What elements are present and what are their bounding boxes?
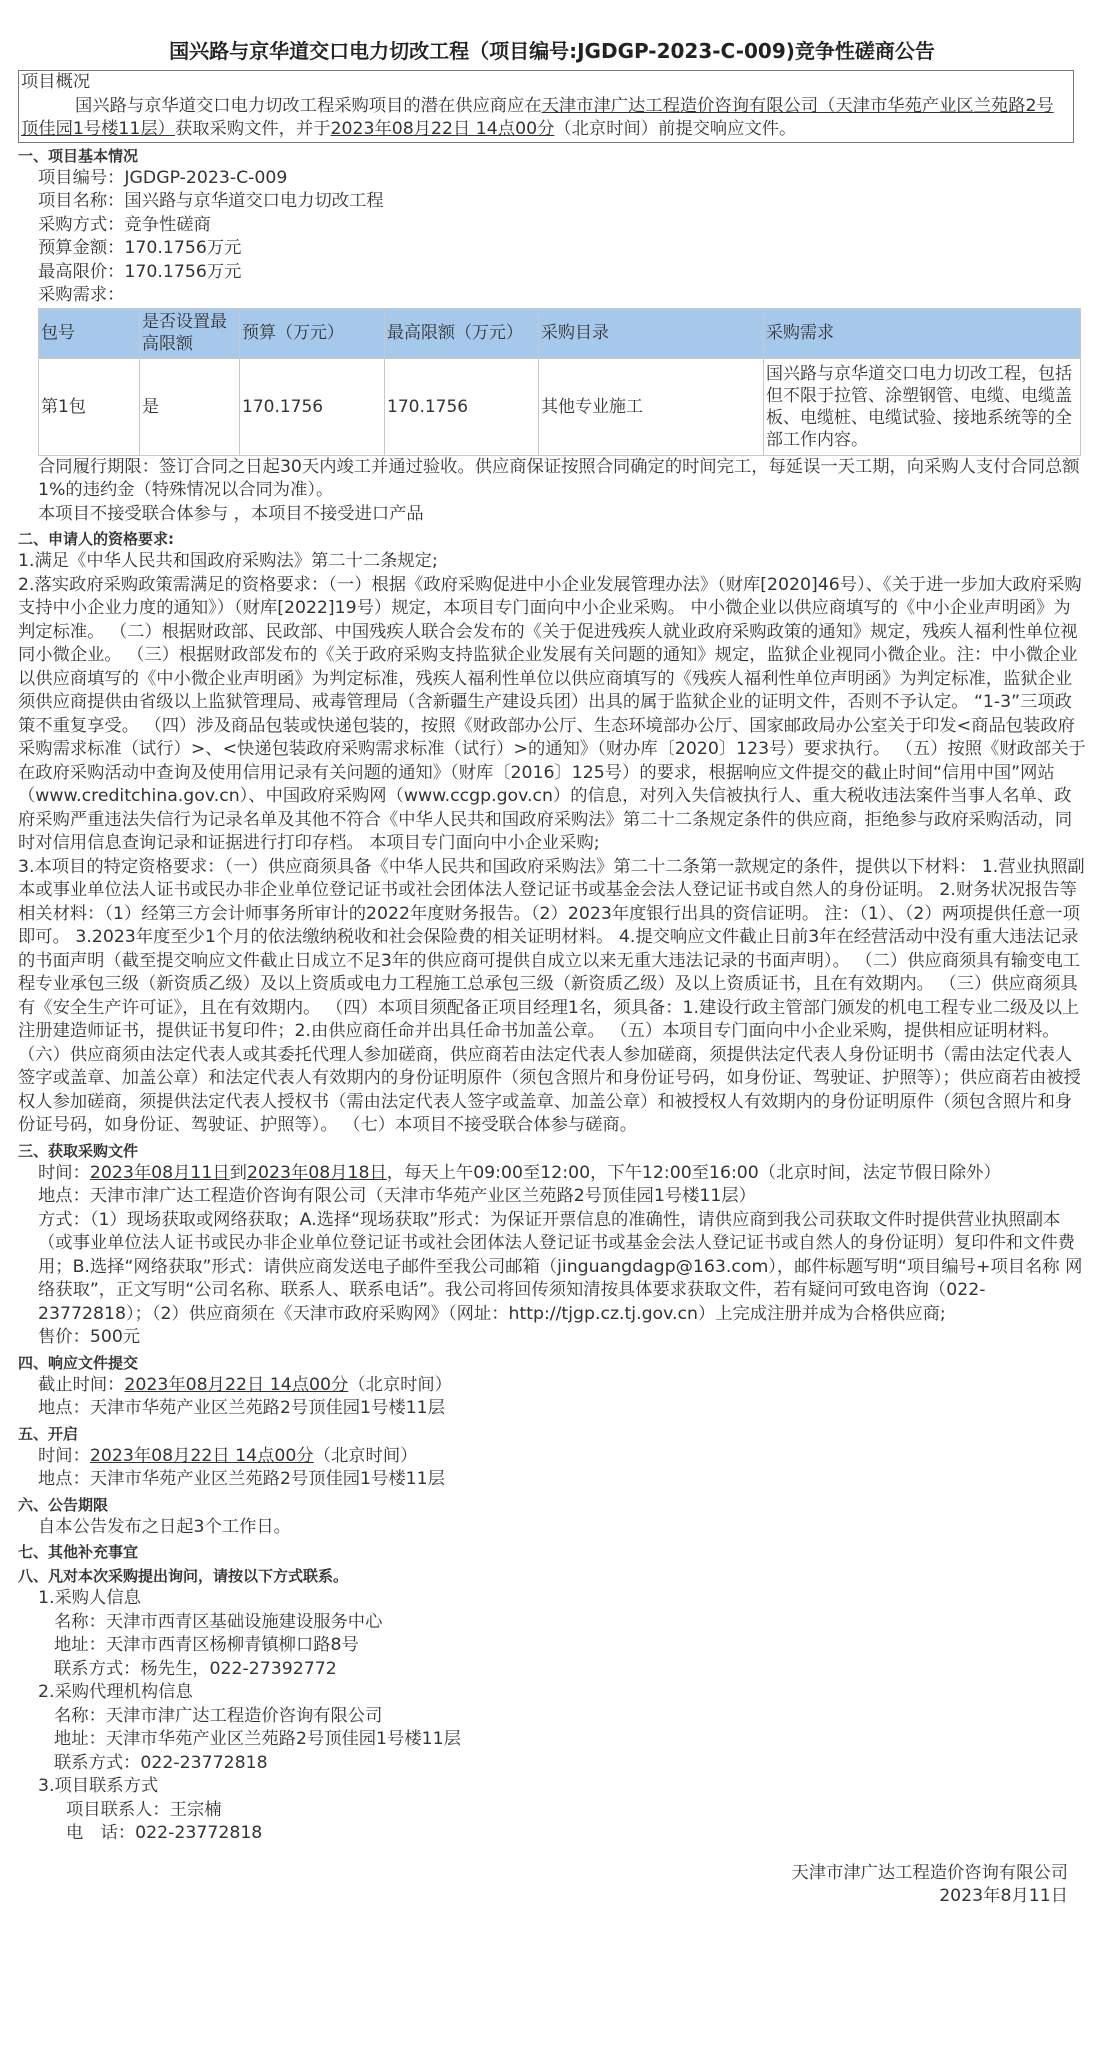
agent-address: 地址：天津市华苑产业区兰苑路2号顶佳园1号楼11层 [54,1729,461,1749]
cell-catalog: 其他专业施工 [539,358,764,455]
document-price: 售价：500元 [38,1327,141,1347]
obtain-time-to: 到 [229,1162,247,1183]
obtain-method: 方式：（1）现场获取或网络获取；A.选择“现场获取”形式：为保证开票信息的准确性，请供应商到我公司获取文件时提供营业执照副本（或事业单位法人证书或民办非企业单位登记证书或社会团体法人登记证书或基金会法人登记证书或自然人的身份证明）复印件和文件费用；B.选择“网络获取”形式：请供应商发送电子邮件至我公司邮箱（jinguangdagp@163.com），邮件标题写明“项目编号+项目名称 网络获取”，正文写明“公司名称、联系人、联系电话”。我公司将回传须知清按具体要求获取文件，若有疑问可致电咨询（022-23772818）；（2）供应商须在《天津市政府采购网》（网址：http://tjgp.cz.tj.gov.cn）上完成注册并成为合格供应商; [38,1209,1083,1324]
project-overview-box [18,70,1074,143]
obtain-time [18,1162,1086,1186]
cell-package: 第1包 [39,358,140,455]
opening-time [18,1445,1086,1469]
overview-deadline: 2023年08月22日 14点00分 [330,119,555,139]
page-title: 国兴路与京华道交口电力切改工程（项目编号:JGDGP-2023-C-009)竞争性磋商公告 [169,39,935,63]
cell-has-limit: 是 [140,358,240,455]
agent-contact: 联系方式：022-23772818 [54,1752,268,1773]
overview-label: 项目概况 [21,72,91,92]
budget-table [38,308,1081,456]
col-budget: 预算（万元） [240,308,385,358]
overview-mid: 获取采购文件，并于 [174,119,331,139]
submit-deadline [18,1374,1086,1398]
contract-period: 合同履行期限：签订合同之日起30天内竣工并通过验收。供应商保证按照合同确定的时间完工，每延误一天工期，向采购人支付合同总额1%的违约金（特殊情况以合同为准）。 [38,456,1080,500]
overview-text [19,95,1067,142]
project-contact-title: 3.项目联系方式 [38,1776,159,1796]
section-8-heading: 八、凡对本次采购提出询问，请按以下方式联系。 [18,1567,349,1585]
buyer-info-title: 1.采购人信息 [38,1588,141,1608]
obtain-time-label: 时间： [38,1162,90,1183]
project-contact-person: 项目联系人：王宗楠 [66,1799,222,1820]
signature-block [18,1862,1086,1922]
obtain-time-start: 2023年08月11日 [89,1162,230,1183]
section-1-heading: 一、项目基本情况 [18,146,139,165]
col-needs: 采购需求 [764,308,1081,358]
obtain-place: 地点：天津市津广达工程造价咨询有限公司（天津市华苑产业区兰苑路2号顶佳园1号楼11层） [38,1186,756,1206]
signature-date: 2023年8月11日 [939,1885,1068,1906]
table-row [39,358,1081,455]
project-number: 项目编号：JGDGP-2023-C-009 [38,167,288,188]
overview-post: （北京时间）前提交响应文件。 [554,119,797,139]
project-contact-phone: 电 话：022-23772818 [66,1823,263,1843]
opening-time-value: 2023年08月22日 14点00分 [89,1445,314,1466]
obtain-time-end: 2023年08月18日 [246,1162,387,1183]
col-package: 包号 [39,308,140,358]
col-has-limit: 是否设置最高限额 [140,308,240,358]
cell-budget: 170.1756 [240,358,385,455]
section-5-heading: 五、开启 [18,1424,79,1443]
obtain-time-tail: ，每天上午09:00至12:00，下午12:00至16:00（北京时间，法定节假日除外） [386,1162,1001,1183]
qualification-1: 1.满足《中华人民共和国政府采购法》第二十二条规定; [18,551,438,571]
submit-deadline-label: 截止时间： [38,1374,125,1395]
qualification-3: 3.本项目的特定资格要求：（一）供应商须具备《中华人民共和国政府采购法》第二十二条第一款规定的条件，提供以下材料： 1.营业执照副本或事业单位法人证书或民办非企业单位登记证书或社会团体法人登记证书或基金会法人登记证书或自然人的身份证明。 2.财务状况报告等相关材料：（1）经第三方会计师事务所审计的2022年度财务报告。（2）2023年度银行出具的资信证明。 注：（1）、（2）两项提供任意一项即可。 3.2023年度至少1个月的依法缴纳税收和社会保险费的相关证明材料。 4.提交响应文件截止日前3年在经营活动中没有重大违法记录的书面声明（截至提交响应文件截止日成立不足3年的供应商可提供自成立以来无重大违法记录的书面声明）。 （二）供应商须具有输变电工程专业承包三级（新资质乙级）及以上资质或电力工程施工总承包三级（新资质乙级）及以上资质证书，且在有效期内。 （三）供应商须具有《安全生产许可证》，且在有效期内。 （四）本项目须配备正项目经理1名，须具备：1.建设行政主管部门颁发的机电工程专业二级及以上注册建造师证书，提供证书复印件；2.由供应商任命并出具任命书加盖公章。 （五）本项目专门面向中小企业采购，提供相应证明材料。 （六）供应商须由法定代表人或其委托代理人参加磋商，供应商若由法定代表人参加磋商，须提供法定代表人身份证明书（需由法定代表人签字或盖章、加盖公章）和法定代表人有效期内的身份证明原件（须包含照片和身份证号码，如身份证、驾驶证、护照等）；供应商若由被授权人参加磋商，须提供法定代表人授权书（需由法定代表人签字或盖章、加盖公章）和被授权人有效期内的身份证明原件（须包含照片和身份证号码，如身份证、驾驶证、护照等）。 （七）本项目不接受联合体参与磋商。 [18,856,1085,1135]
agent-name: 名称：天津市津广达工程造价咨询有限公司 [54,1705,383,1726]
qualification-2: 2.落实政府采购政策需满足的资格要求：（一）根据《政府采购促进中小企业发展管理办法》（财库[2020]46号）、《关于进一步加大政府采购支持中小企业力度的通知》）（财库[2022]19号）规定，本项目专门面向中小企业采购。 中小微企业以供应商填写的《中小企业声明函》为判定标准。 （二）根据财政部、民政部、中国残疾人联合会发布的《关于促进残疾人就业政府采购政策的通知》规定，残疾人福利性单位视同小微企业。 （三）根据财政部发布的《关于政府采购支持监狱企业发展有关问题的通知》规定，监狱企业视同小微企业。注：中小微企业以供应商填写的《中小微企业声明函》为判定标准，残疾人福利性单位以供应商填写的《残疾人福利性单位声明函》为判定标准，监狱企业须供应商提供由省级以上监狱管理局、戒毒管理局（含新疆生产建设兵团）出具的属于监狱企业的证明文件，否则不予认定。 “1-3”三项政策不重复享受。 （四）涉及商品包装或快递包装的，按照《财政部办公厅、生态环境部办公厅、国家邮政局办公室关于印发<商品包装政府采购需求标准（试行）>、<快递包装政府采购需求标准（试行）>的通知》（财办库〔2020〕123号）要求执行。 （五）按照《财政部关于在政府采购活动中查询及使用信用记录有关问题的通知》（财库〔2016〕125号）的要求，根据响应文件提交的截止时间“信用中国”网站（www.creditchina.gov.cn）、中国政府采购网（www.ccgp.gov.cn）的信息，对列入失信被执行人、重大税收违法案件当事人名单、政府采购严重违法失信行为记录名单及其他不符合《中华人民共和国政府采购法》第二十二条规定条件的供应商，拒绝参与政府采购活动，同时对信用信息查询记录和证据进行打印存档。 本项目专门面向中小企业采购; [18,574,1086,853]
signature-company: 天津市津广达工程造价咨询有限公司 [791,1862,1068,1883]
project-info-list [18,167,1086,308]
cell-needs: 国兴路与京华道交口电力切改工程，包括但不限于拉管、涂塑钢管、电缆、电缆盖板、电缆桩、电缆试验、接地系统等的全部工作内容。 [764,358,1081,455]
submit-deadline-value: 2023年08月22日 14点00分 [124,1374,349,1395]
section-6-heading: 六、公告期限 [18,1495,109,1514]
section-3-heading: 三、获取采购文件 [18,1141,139,1160]
buyer-address: 地址：天津市西青区杨柳青镇柳口路8号 [54,1635,359,1655]
opening-time-label: 时间： [38,1445,90,1466]
submit-deadline-tail: （北京时间） [348,1374,452,1395]
project-name: 项目名称：国兴路与京华道交口电力切改工程 [38,191,384,211]
section-4-heading: 四、响应文件提交 [18,1353,139,1372]
section-7-heading: 七、其他补充事宜 [18,1543,139,1561]
col-limit: 最高限额（万元） [385,308,539,358]
procurement-needs-label: 采购需求： [38,285,125,305]
consortium-note: 本项目不接受联合体参与 ，本项目不接受进口产品 [38,503,424,524]
procurement-method: 采购方式：竞争性磋商 [38,214,211,235]
announcement-period: 自本公告发布之日起3个工作日。 [38,1516,291,1537]
buyer-contact: 联系方式：杨先生，022-27392772 [54,1658,337,1679]
budget-table-header [39,308,1081,358]
buyer-name: 名称：天津市西青区基础设施建设服务中心 [54,1611,383,1632]
submit-place: 地点：天津市华苑产业区兰苑路2号顶佳园1号楼11层 [38,1398,445,1418]
overview-pre: 国兴路与京华道交口电力切改工程采购项目的潜在供应商应在 [75,95,542,116]
max-price: 最高限价：170.1756万元 [38,261,242,282]
opening-time-tail: （北京时间） [313,1445,418,1466]
announcement-page [18,0,1086,1922]
col-catalog: 采购目录 [539,308,764,358]
section-2-heading: 二、申请人的资格要求: [18,530,174,548]
budget-amount: 预算金额：170.1756万元 [38,238,242,258]
cell-limit: 170.1756 [385,358,539,455]
overview-agency-place: 天津市津广达工程造价咨询有限公司（天津市华苑产业区兰苑路2号顶佳园1号楼11层） [21,95,1054,139]
agent-info-title: 2.采购代理机构信息 [38,1682,193,1702]
opening-place: 地点：天津市华苑产业区兰苑路2号顶佳园1号楼11层 [38,1469,445,1489]
